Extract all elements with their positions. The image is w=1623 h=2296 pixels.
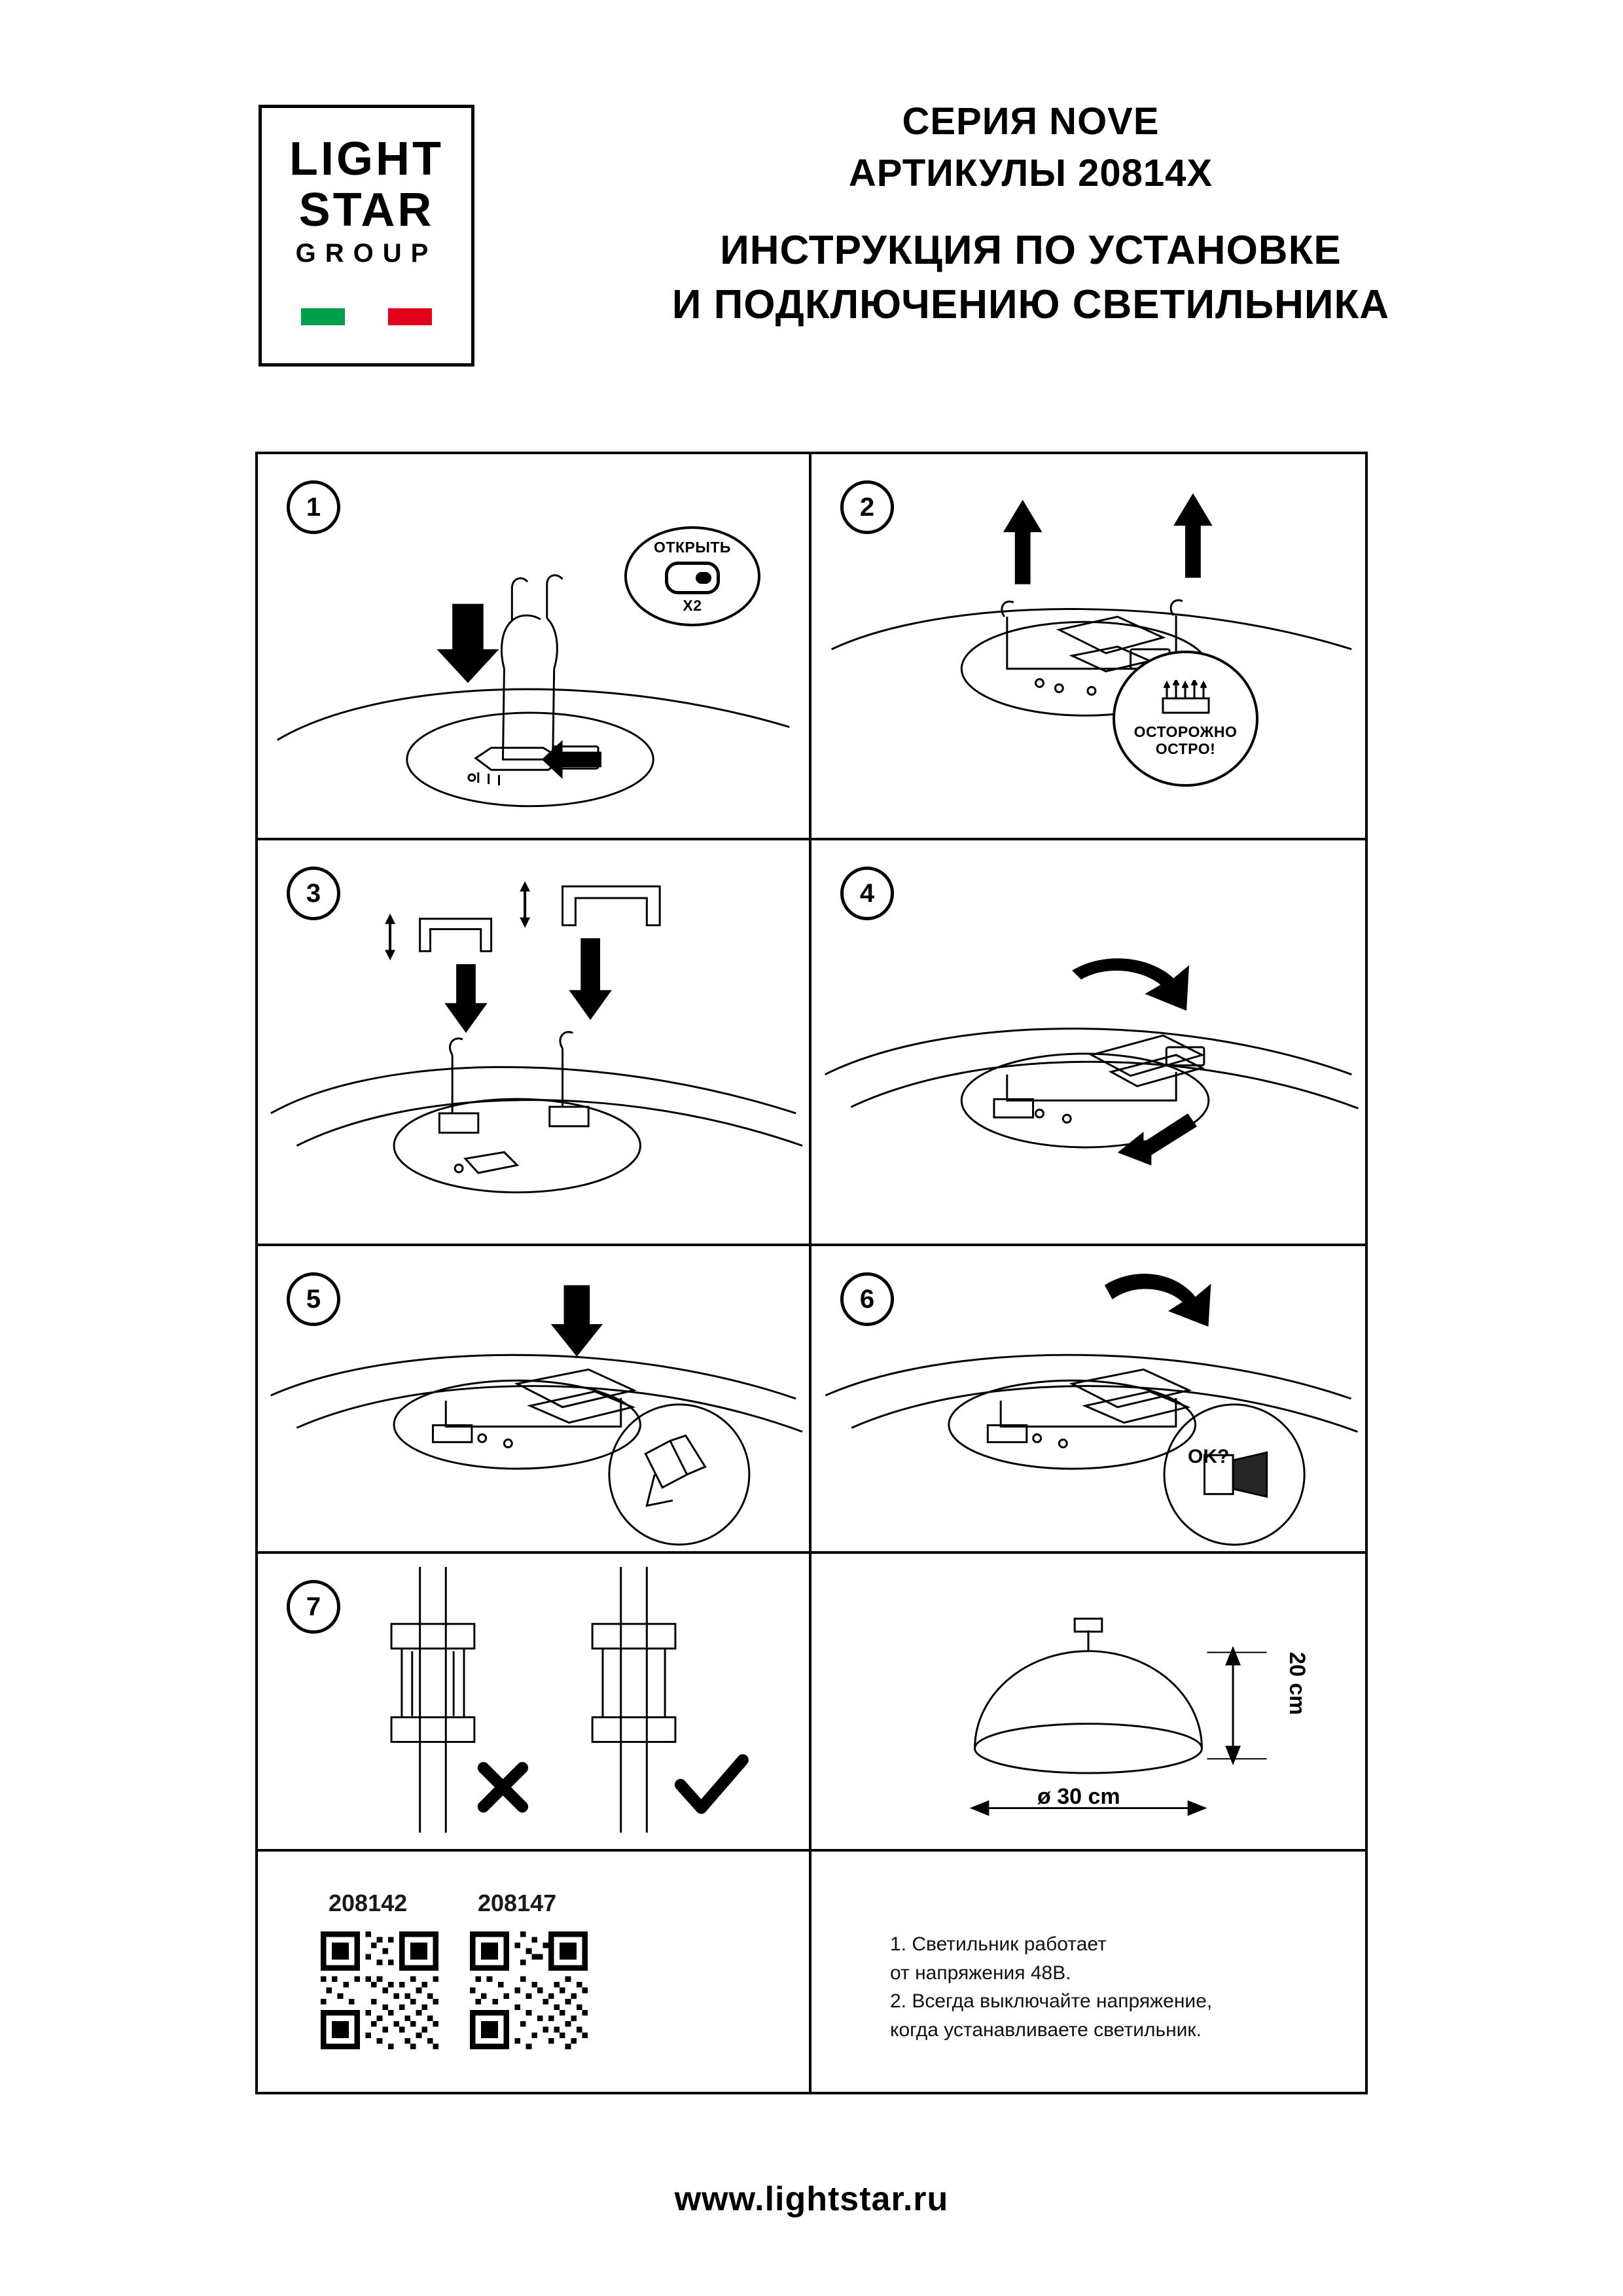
notes-block [890,1930,1387,2044]
step-number-7: 7 [287,1580,340,1634]
step-7-illustration [258,1554,809,1849]
italy-flag-icon [301,308,432,325]
steps-grid [255,452,1368,2094]
footer-website[interactable]: www.lightstar.ru [674,2180,949,2218]
step-2-callout-line-2: ОСТРО! [1155,740,1216,757]
note-line-2: от напряжения 48В. [890,1962,1071,1984]
dimensions-cell [812,1554,1365,1852]
step-6-illustration [812,1246,1365,1551]
step-number-2: 2 [840,480,894,534]
qr-code-208147[interactable] [470,1931,588,2049]
step-2-illustration [812,454,1365,838]
step-number-4: 4 [840,867,894,920]
qr-code-label-1: 208142 [329,1890,408,1916]
step-cell-3 [258,840,812,1246]
header-titles [589,98,1472,331]
height-dimension-label: 20 cm [1285,1652,1310,1715]
step-1-callout-sub: X2 [683,596,702,614]
brand-logo [259,105,474,367]
logo-line-2: STAR [298,184,435,236]
step-number-3: 3 [287,867,340,920]
step-number-1: 1 [287,480,340,534]
step-1-illustration [258,454,809,838]
document-title-line-1: ИНСТРУКЦИЯ ПО УСТАНОВКЕ [720,228,1342,273]
sharp-pins-icon [1150,680,1222,719]
step-4-illustration [812,840,1365,1244]
step-number-5: 5 [287,1272,340,1326]
step-cell-1 [258,454,812,840]
logo-line-1: LIGHT [289,133,444,185]
step-cell-4 [812,840,1365,1246]
step-cell-7 [258,1554,812,1852]
step-number-6: 6 [840,1272,894,1326]
step-1-callout [624,526,760,626]
note-line-4: когда устанавливаете светильник. [890,2018,1202,2041]
document-title-line-2: И ПОДКЛЮЧЕНИЮ СВЕТИЛЬНИКА [671,282,1390,328]
qr-code-label-2: 208147 [478,1890,557,1916]
step-2-callout-line-1: ОСТОРОЖНО [1133,723,1238,740]
step-cell-6 [812,1246,1365,1554]
note-line-1: 1. Светильник работает [890,1933,1107,1955]
latch-badge-icon [665,562,720,594]
diameter-dimension-label: ø 30 cm [1037,1784,1120,1809]
step-3-illustration [258,840,809,1244]
page-header [0,0,1623,419]
series-name: СЕРИЯ NOVE [902,100,1160,143]
article-number: АРТИКУЛЫ 20814X [848,151,1213,194]
step-5-illustration [258,1246,809,1551]
step-cell-2 [812,454,1365,840]
step-2-callout [1113,651,1258,787]
notes-cell [812,1852,1365,2094]
note-line-3: 2. Всегда выключайте напряжение, [890,1990,1213,2012]
qr-code-208142[interactable] [321,1931,438,2049]
step-cell-5 [258,1246,812,1554]
qr-codes-cell [258,1852,812,2094]
step-1-callout-text: ОТКРЫТЬ [654,539,731,556]
step-6-ok-label: OK? [1188,1446,1230,1467]
logo-line-3: GROUP [295,239,438,268]
